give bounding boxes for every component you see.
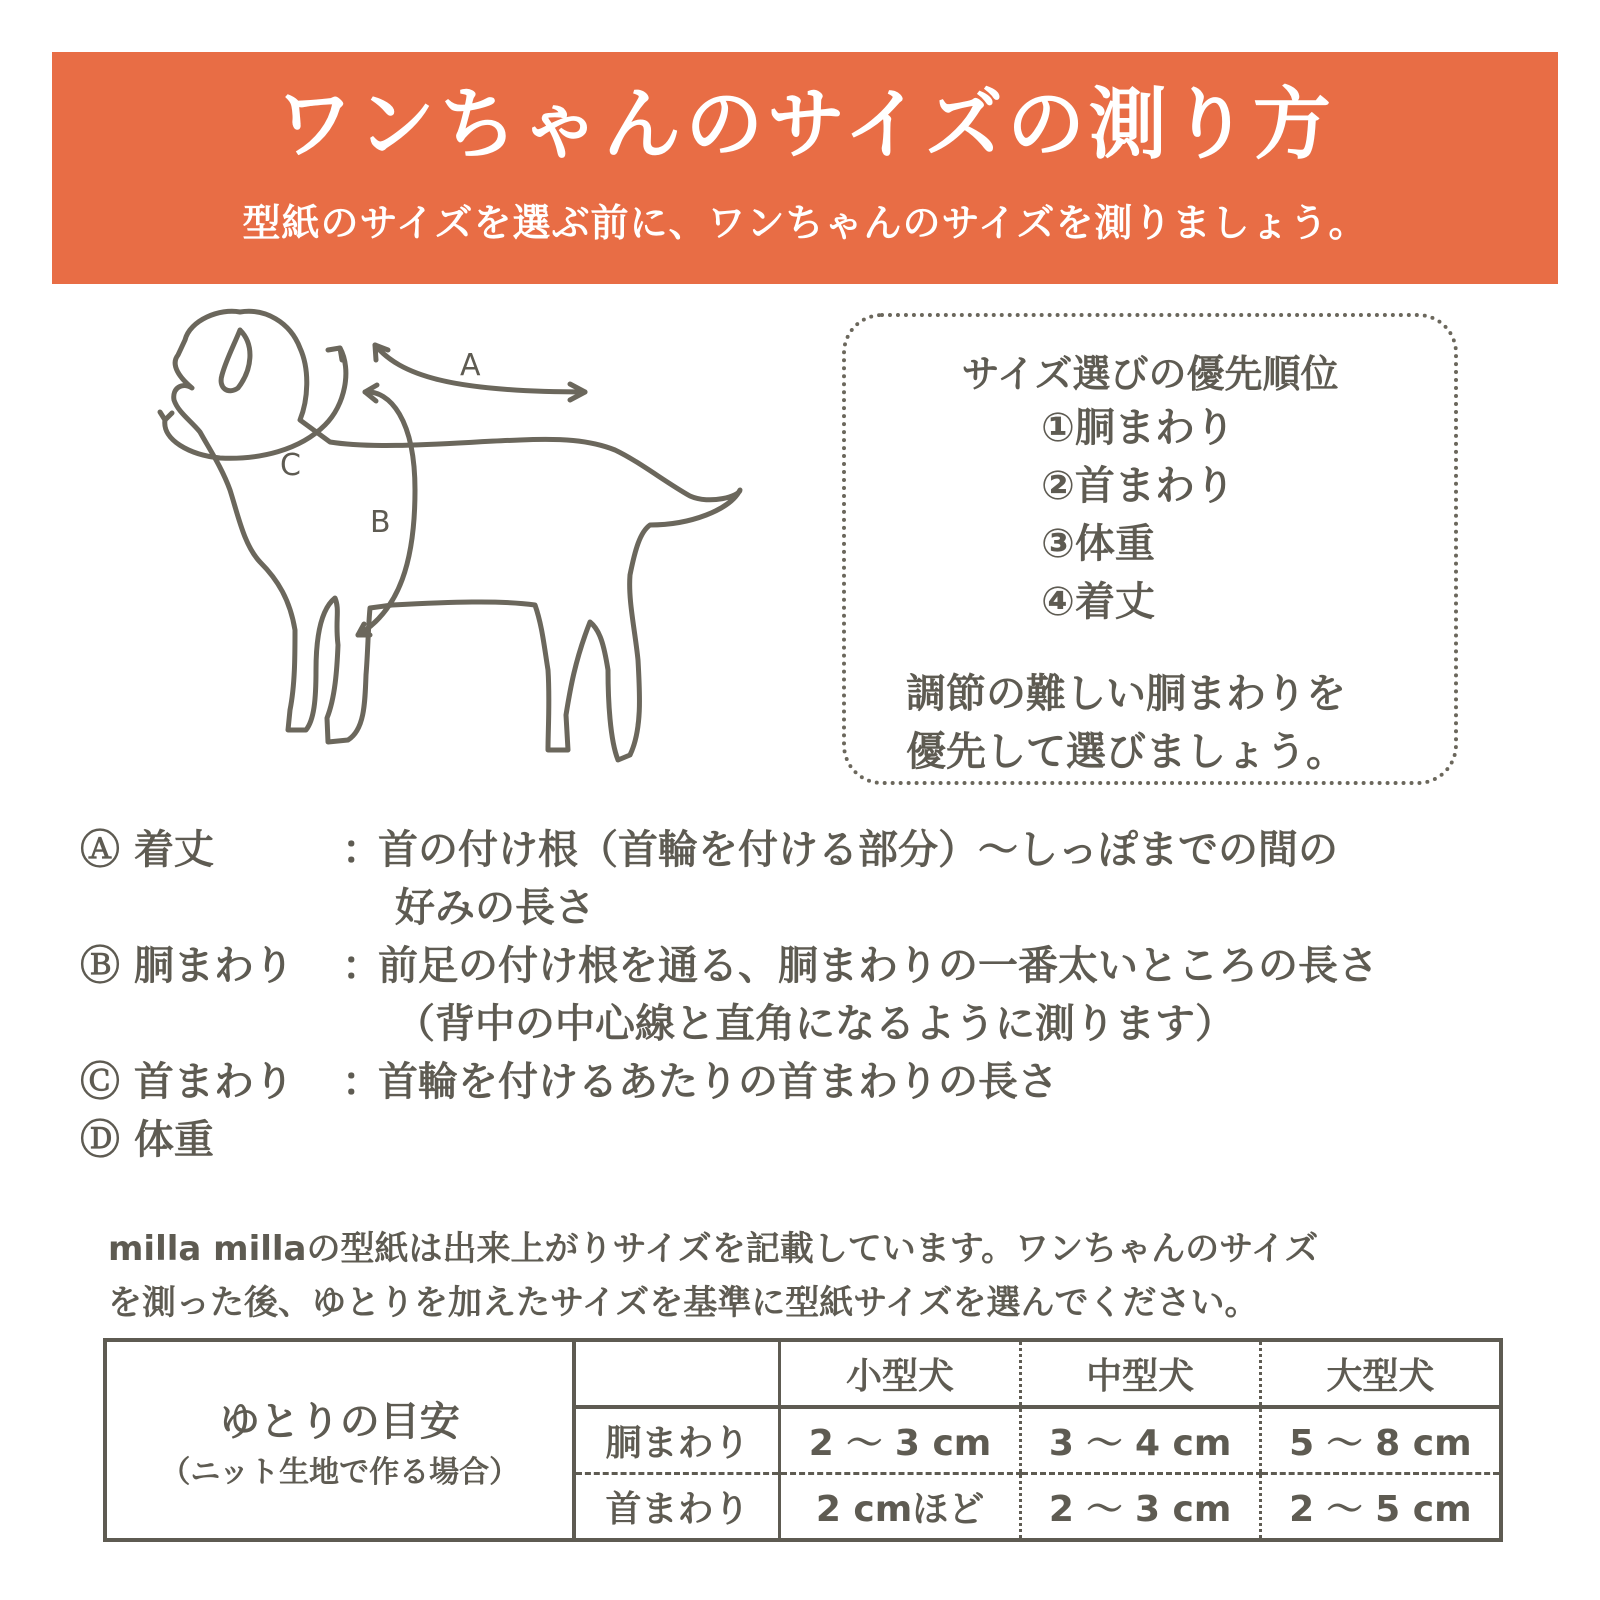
priority-title: サイズ選びの優先順位 xyxy=(961,352,1339,396)
label-b: B xyxy=(370,505,391,540)
table-header-medium: 中型犬 xyxy=(1020,1340,1260,1407)
definition-key: Ⓑ 胴まわり xyxy=(80,943,294,989)
table-cell: 5 ～ 8 cm xyxy=(1260,1407,1501,1473)
table-cell: 2 ～ 3 cm xyxy=(780,1407,1020,1473)
priority-note-line: 調節の難しい胴まわりを xyxy=(906,671,1346,717)
definition-desc-cont: （背中の中心線と直角になるように測ります） xyxy=(395,1001,1235,1047)
page-subtitle: 型紙のサイズを選ぶ前に、ワンちゃんのサイズを測りましょう。 xyxy=(242,201,1368,245)
priority-item: ①胴まわり xyxy=(1041,405,1235,451)
definition-desc: 首の付け根（首輪を付ける部分）～しっぽまでの間の xyxy=(378,827,1338,873)
allowance-table xyxy=(103,1338,1503,1542)
priority-item: ②首まわり xyxy=(1041,463,1235,509)
allowance-label-cell xyxy=(105,1340,574,1540)
priority-note xyxy=(906,665,1346,781)
table-corner-cell xyxy=(574,1340,780,1407)
pattern-size-note xyxy=(108,1222,1318,1330)
table-header-large: 大型犬 xyxy=(1260,1340,1501,1407)
dog-outline xyxy=(174,311,740,760)
table-row-label: 首まわり xyxy=(574,1474,780,1540)
priority-item: ③体重 xyxy=(1041,521,1155,567)
definition-key: Ⓐ 着丈 xyxy=(80,827,214,873)
page-title: ワンちゃんのサイズの測り方 xyxy=(275,80,1335,170)
table-cell: 2 cmほど xyxy=(815,1489,985,1530)
definition-desc: 前足の付け根を通る、胴まわりの一番太いところの長さ xyxy=(378,943,1378,989)
note-line: を測った後、ゆとりを加えたサイズを基準に型紙サイズを選んでください。 xyxy=(108,1283,1259,1323)
definition-key: Ⓒ 首まわり xyxy=(80,1059,294,1105)
table-header-small: 小型犬 xyxy=(780,1340,1020,1407)
priority-note-line: 優先して選びましょう。 xyxy=(906,729,1346,775)
allowance-sublabel: （ニット生地で作る場合） xyxy=(160,1454,520,1490)
priority-item: ④着丈 xyxy=(1041,579,1155,625)
label-a: A xyxy=(460,348,481,383)
definition-colon: ： xyxy=(342,1059,382,1105)
definition-colon: ： xyxy=(342,827,382,873)
dog-ear xyxy=(221,330,250,391)
table-cell: 2 ～ 5 cm xyxy=(1260,1474,1501,1540)
table-cell: 2 ～ 3 cm xyxy=(1020,1474,1260,1540)
note-line: milla millaの型紙は出来上がりサイズを記載しています。ワンちゃんのサイズ xyxy=(108,1229,1319,1269)
definition-key: Ⓓ 体重 xyxy=(80,1117,214,1163)
table-header-row xyxy=(105,1340,1501,1407)
definition-desc-cont: 好みの長さ xyxy=(395,885,595,931)
definition-colon: ： xyxy=(342,943,382,989)
priority-list xyxy=(1041,399,1235,631)
table-row-label: 胴まわり xyxy=(574,1407,780,1473)
header-banner xyxy=(52,52,1558,284)
collar-line xyxy=(165,348,346,458)
table-cell: 3 ～ 4 cm xyxy=(1020,1407,1260,1473)
dog-measurement-illustration xyxy=(130,300,780,800)
allowance-label: ゆとりの目安 xyxy=(219,1398,460,1445)
definition-desc: 首輪を付けるあたりの首まわりの長さ xyxy=(378,1059,1058,1105)
label-c: C xyxy=(280,448,301,483)
size-priority-box xyxy=(842,313,1458,785)
